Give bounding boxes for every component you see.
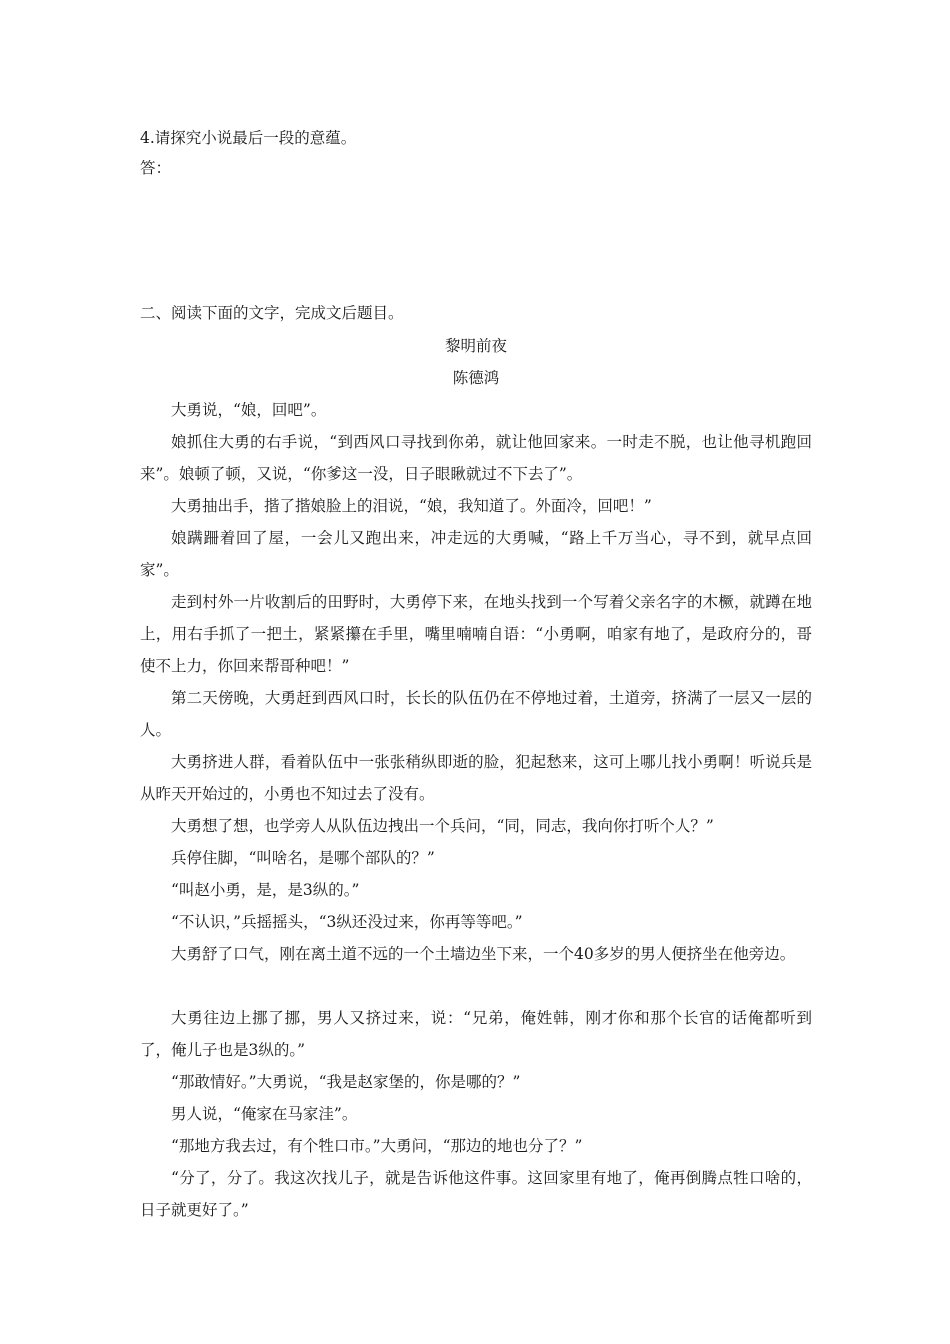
question-4-prompt: 4.请探究小说最后一段的意蕴。 xyxy=(140,129,357,147)
paragraph-3: 大勇抽出手，揩了揩娘脸上的泪说，“娘，我知道了。外面冷，回吧！” xyxy=(171,497,652,515)
paragraph-4: 娘蹒跚着回了屋，一会儿又跑出来，冲走远的大勇喊，“路上千万当心，寻不到，就早点回家”。 xyxy=(140,529,812,579)
paragraph-13: 大勇往边上挪了挪，男人又挤过来，说：“兄弟，俺姓韩，刚才你和那个长官的话俺都听到了，俺儿子也是3纵的。” xyxy=(140,1009,812,1059)
paragraph-16: “那地方我去过，有个牲口市。”大勇问，“那边的地也分了？” xyxy=(171,1137,583,1155)
paragraph-17: “分了，分了。我这次找儿子，就是告诉他这件事。这回家里有地了，俺再倒腾点牲口啥的，日子就更好了。” xyxy=(140,1169,812,1219)
paragraph-8: 大勇想了想，也学旁人从队伍边拽出一个兵问，“同，同志，我向你打听个人？” xyxy=(171,817,714,835)
story-author: 陈德鸿 xyxy=(452,369,500,387)
paragraph-6: 第二天傍晚，大勇赶到西风口时，长长的队伍仍在不停地过着，土道旁，挤满了一层又一层的人。 xyxy=(140,689,812,739)
section-2-instruction: 二、阅读下面的文字，完成文后题目。 xyxy=(140,304,404,322)
paragraph-2: 娘抓住大勇的右手说，“到西风口寻找到你弟，就让他回家来。一时走不脱，也让他寻机跑回来”。娘顿了顿，又说，“你爹这一没，日子眼瞅就过不下去了”。 xyxy=(140,433,812,483)
paragraph-14: “那敢情好。”大勇说，“我是赵家堡的，你是哪的？” xyxy=(171,1073,521,1091)
paragraph-1: 大勇说，“娘，回吧”。 xyxy=(171,401,327,419)
paragraph-9: 兵停住脚，“叫啥名，是哪个部队的？” xyxy=(171,849,435,867)
paragraph-12: 大勇舒了口气，刚在离土道不远的一个土墙边坐下来，一个40多岁的男人便挤坐在他旁边。 xyxy=(171,945,796,963)
paragraph-11: “不认识，”兵摇摇头，“3纵还没过来，你再等等吧。” xyxy=(171,913,523,931)
paragraph-7: 大勇挤进人群，看着队伍中一张张稍纵即逝的脸，犯起愁来，这可上哪儿找小勇啊！听说兵是从昨天开始过的，小勇也不知过去了没有。 xyxy=(140,753,812,803)
paragraph-5: 走到村外一片收割后的田野时，大勇停下来，在地头找到一个写着父亲名字的木橛，就蹲在地上，用右手抓了一把土，紧紧攥在手里，嘴里喃喃自语：“小勇啊，咱家有地了，是政府分的，哥使不上力，你回来帮哥种吧！” xyxy=(140,593,812,675)
answer-label: 答： xyxy=(140,159,172,177)
story-title: 黎明前夜 xyxy=(444,337,507,355)
paragraph-10: “叫赵小勇，是，是3纵的。” xyxy=(171,881,360,899)
paragraph-15: 男人说，“俺家在马家洼”。 xyxy=(171,1105,358,1123)
